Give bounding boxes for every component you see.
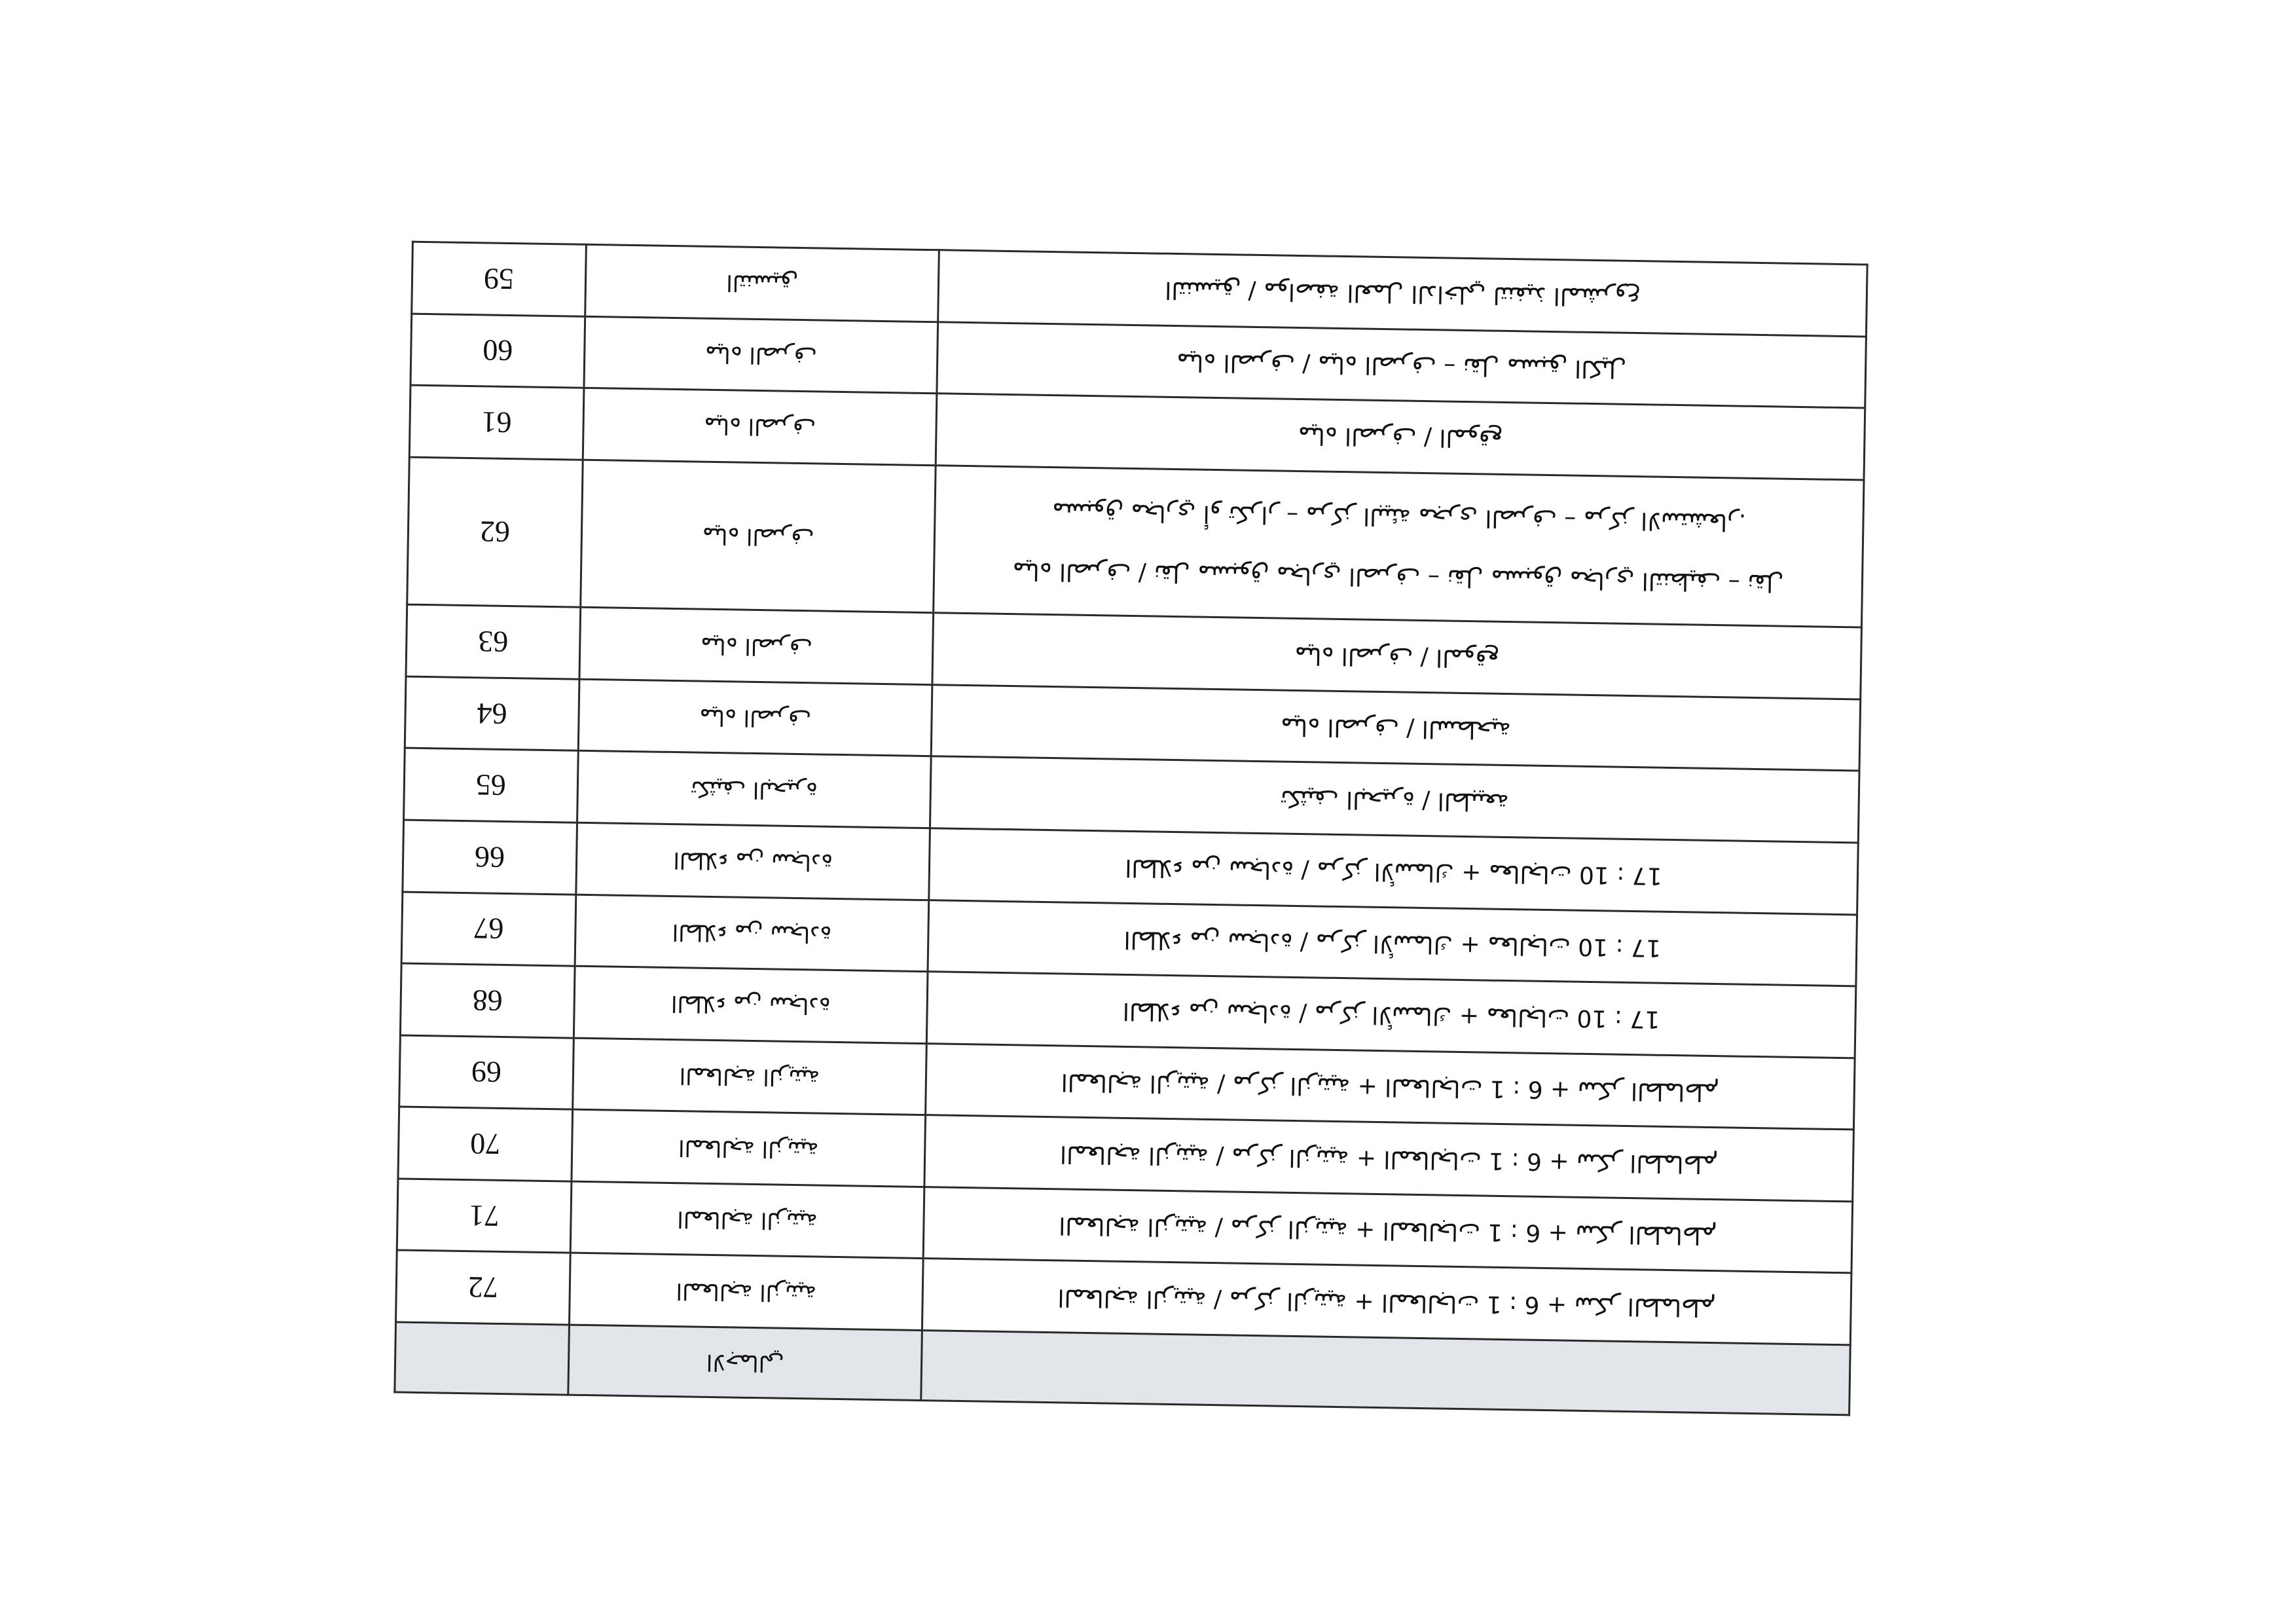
row-number-cell: 70 — [398, 1107, 573, 1181]
row-description-line: المعالجة الزيتية / مركز الزيتية + المعالجات 1 : 6 + سكر الطماطم — [1059, 1139, 1719, 1177]
row-description-cell — [928, 900, 1857, 986]
row-description-cell — [922, 1259, 1851, 1345]
row-number-cell: 60 — [410, 314, 585, 388]
header-number-cell — [395, 1322, 570, 1395]
row-category-cell: المعالجة الزيتية — [573, 1038, 927, 1115]
row-category-cell: الطلاء من سجادة — [576, 822, 930, 900]
row-description-line: المعالجة الزيتية / مركز الزيتية + المعالجات 1 : 6 + سكر الطماطم — [1061, 1068, 1720, 1106]
row-category-cell: المعالجة الزيتية — [572, 1109, 926, 1187]
row-number-cell: 61 — [409, 385, 584, 460]
header-description-cell — [921, 1331, 1851, 1415]
row-description-cell — [938, 250, 1868, 337]
row-description-line: المعالجة الزيتية / مركز الزيتية + المعالجات 1 : 6 + سكر الطماطم — [1057, 1283, 1717, 1321]
row-description-line: التنسيق / مواصفة العمل الداخلي لتنفيذ المشروع — [1164, 276, 1641, 311]
row-description-cell — [937, 322, 1867, 408]
row-category-cell: مياه الصرف — [579, 607, 934, 684]
row-description-line: الطلاء من سجادة / مركز الأسماك + معالجات 10 : 17 — [1122, 997, 1660, 1033]
header-category-cell — [568, 1325, 922, 1400]
row-description-cell — [926, 1043, 1855, 1130]
row-description-cell — [934, 465, 1864, 627]
table-body — [396, 242, 1868, 1345]
row-description-line: مياه الصرف / نقل مسبوق مجاري الصرف – نقل مسبوق مجاري التنظيف – نقل — [1012, 557, 1784, 597]
row-description-line: الطلاء من سجادة / مركز الأسماك + معالجات 10 : 17 — [1123, 925, 1662, 961]
row-category-cell: التنسيق — [585, 244, 939, 322]
row-number-cell: 63 — [406, 604, 581, 679]
row-category-cell: مياه الصرف — [583, 388, 937, 465]
row-description-cell — [931, 685, 1861, 771]
row-category-cell: مياه الصرف — [581, 460, 936, 613]
table-row — [407, 457, 1864, 627]
row-category-cell: تكثيف البحيرة — [577, 751, 932, 828]
row-category-cell: المعالجة الزيتية — [569, 1253, 923, 1331]
row-description-line: تكثيف البحيرة / الطبيعة — [1280, 784, 1510, 815]
row-category-cell: مياه الصرف — [578, 679, 932, 756]
row-number-cell: 71 — [397, 1179, 572, 1253]
row-number-cell: 69 — [399, 1035, 574, 1110]
row-description-cell — [930, 756, 1859, 843]
row-category-cell: الطلاء من سجادة — [575, 895, 929, 972]
row-number-cell: 72 — [396, 1250, 571, 1325]
header-category-label: الاجمالي — [706, 1348, 784, 1376]
row-description-cell — [936, 394, 1865, 480]
row-description-line: المعالجة الزيتية / مركز الزيتية + المعالجات 1 : 6 + سكر الطماطم — [1059, 1211, 1717, 1249]
row-number-cell: 59 — [412, 242, 587, 316]
row-number-cell: 68 — [400, 963, 575, 1038]
row-description-line: مسبوق مجاري أو تكرار – مركز البيئة مجرى الصرف – مركز الاستشعار. — [1051, 498, 1747, 536]
row-description-cell — [923, 1187, 1853, 1273]
row-description-line: مياه الصرف / السطحية — [1280, 712, 1512, 744]
row-number-cell: 65 — [404, 748, 579, 822]
row-description-line: مياه الصرف / الموقع — [1298, 422, 1503, 452]
row-number-cell: 66 — [403, 820, 577, 895]
row-description-cell — [924, 1115, 1854, 1202]
row-category-cell: مياه الصرف — [584, 316, 938, 394]
row-description-cell — [932, 613, 1862, 699]
row-description-cell — [926, 972, 1856, 1058]
row-description-line: مياه الصرف / مياه الصرف – نقل مسبق الكيل — [1176, 348, 1627, 382]
row-category-cell: الطلاء من سجادة — [574, 966, 928, 1043]
row-description-cell — [929, 828, 1859, 915]
row-description-line: الطلاء من سجادة / مركز الأسماك + معالجات 10 : 17 — [1125, 854, 1662, 889]
document-table-sheet — [393, 241, 1868, 1416]
document-table — [393, 241, 1868, 1416]
row-description-line: مياه الصرف / الموقع — [1294, 641, 1500, 672]
row-category-cell: المعالجة الزيتية — [570, 1181, 924, 1259]
row-number-cell: 67 — [401, 892, 576, 967]
row-number-cell: 64 — [405, 676, 579, 751]
row-number-cell: 62 — [407, 457, 583, 608]
